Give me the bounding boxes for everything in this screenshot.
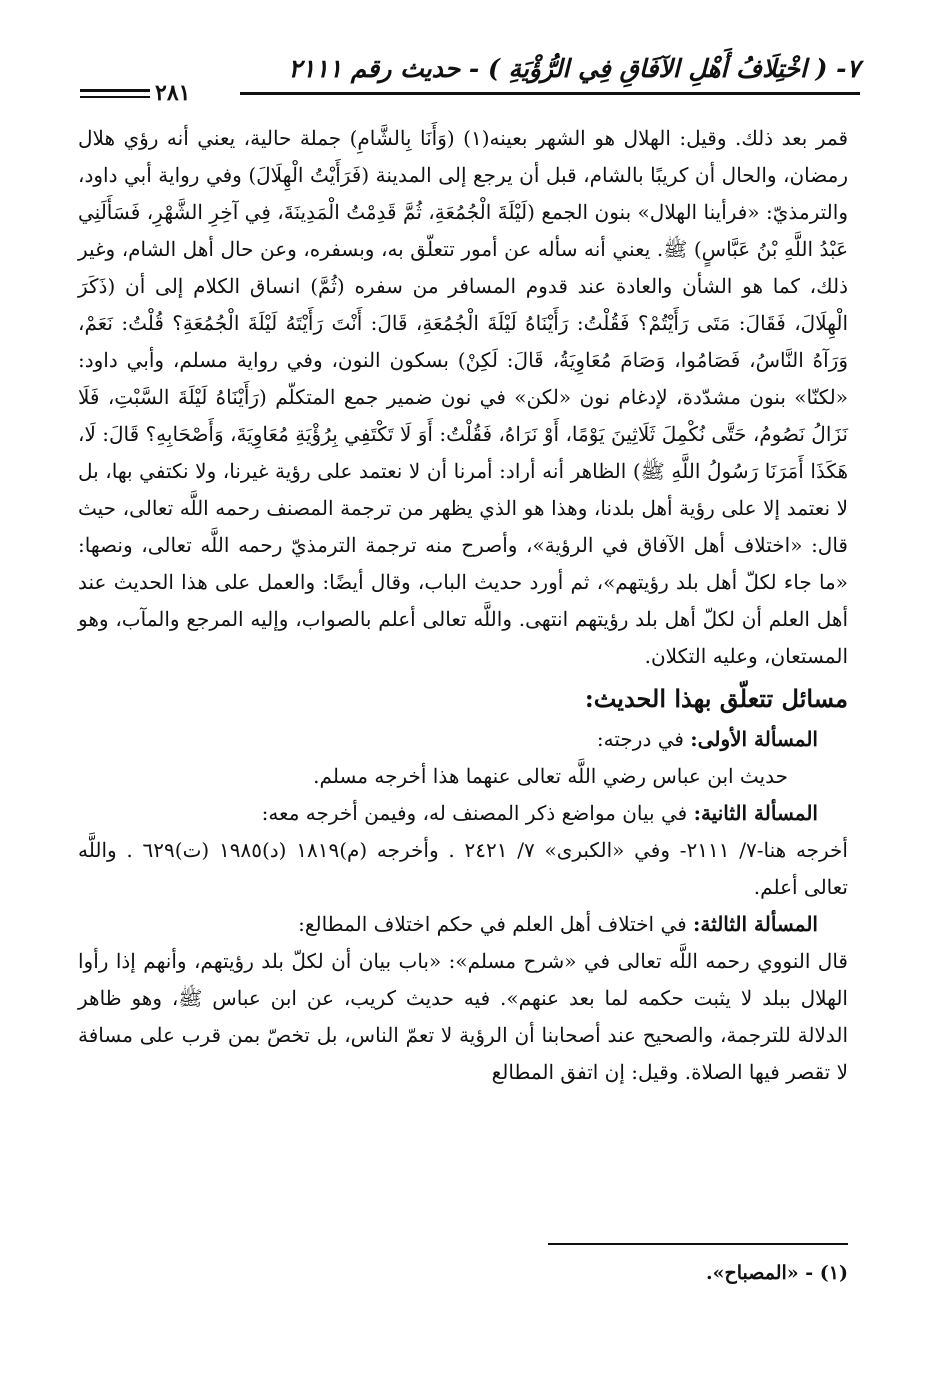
issue-2-label: المسألة الثانية: — [693, 801, 818, 825]
issue-1-label: المسألة الأولى: — [690, 727, 818, 751]
main-text — [78, 120, 848, 1091]
header-title: ٧- ( اخْتِلَافُ أَهْلِ الآفَاقِ فِي الرُّؤْيَةِ ) - حديث رقم ٢١١١ — [288, 54, 860, 83]
page-number: ٢٨١ — [155, 80, 191, 106]
section-heading: مسائل تتعلّق بهذا الحديث: — [584, 684, 848, 713]
page-number-rule-top — [80, 89, 150, 92]
running-header — [60, 44, 860, 104]
issue-1-intro: في درجته: — [596, 727, 684, 751]
issue-3-label: المسألة الثالثة: — [693, 912, 818, 936]
page-number-rule-bottom — [80, 96, 150, 98]
issue-3 — [78, 906, 848, 1091]
footnote: (١) - «المصباح». — [705, 1262, 848, 1284]
issue-1 — [78, 721, 848, 795]
commentary-paragraph: قمر بعد ذلك. وقيل: الهلال هو الشهر بعينه(١) (وَأَنَا بِالشَّامِ) جملة حالية، يعني أنه رؤي هلال رمضان، والحال أن كريبًا بالشام، قبل أن يرجع إلى المدينة (فَرَأَيْتُ الْهِلَالَ) وفي رواية أبي داود، والترمذيّ: «فرأينا الهلال» بنون الجمع (لَيْلَةَ الْجُمُعَةِ، ثُمَّ قَدِمْتُ الْمَدِينَةَ، فِي آخِرِ الشَّهْرِ، فَسَأَلَنِي عَبْدُ اللَّهِ بْنُ عَبَّاسٍ) ﷺ. يعني أنه سأله عن أمور تتعلّق به، وبسفره، وعن حال أهل الشام، وغير ذلك، كما هو الشأن والعادة عند قدوم المسافر من سفره (ثُمَّ) انساق الكلام إلى أن (ذَكَرَ الْهِلَالَ، فَقَالَ: مَتَى رَأَيْتُمْ؟ فَقُلْتُ: رَأَيْنَاهُ لَيْلَةَ الْجُمُعَةِ، قَالَ: أَنْتَ رَأَيْتَهُ لَيْلَةَ الْجُمُعَةِ؟ قُلْتُ: نَعَمْ، وَرَآهُ النَّاسُ، فَصَامُوا، وَصَامَ مُعَاوِيَةُ، قَالَ: لَكِنْ) بسكون النون، وفي رواية مسلم، وأبي داود: «لكنّا» بنون مشدّدة، لإدغام نون «لكن» في نون ضمير جمع المتكلّم (رَأَيْنَاهُ لَيْلَةَ السَّبْتِ، فَلَا نَزَالُ نَصُومُ، حَتَّى نُكْمِلَ ثَلَاثِينَ يَوْمًا، أَوْ نَرَاهُ، فَقُلْتُ: أَوَ لَا تَكْتَفِي بِرُؤْيَةِ مُعَاوِيَةَ، وَأَصْحَابِهِ؟ قَالَ: لَا، هَكَذَا أَمَرَنَا رَسُولُ اللَّهِ ﷺ) الظاهر أنه أراد: أمرنا أن لا نعتمد على رؤية غيرنا، ولا نكتفي بها، بل لا نعتمد إلا على رؤية أهل بلدنا، وهذا هو الذي يظهر من ترجمة المصنف رحمه اللَّه تعالى، حيث قال: «اختلاف أهل الآفاق في الرؤية»، وأصرح منه ترجمة الترمذيّ رحمه اللَّه تعالى، ونصها: «ما جاء لكلّ أهل بلد رؤيتهم»، ثم أورد حديث الباب، وقال أيضًا: والعمل على هذا الحديث عند أهل العلم أن لكلّ أهل بلد رؤيتهم انتهى. واللَّه تعالى أعلم بالصواب، وإليه المرجع والمآب، وهو المستعان، وعليه التكلان. — [78, 126, 848, 668]
issue-3-text: قال النووي رحمه اللَّه تعالى في «شرح مسلم»: «باب بيان أن لكلّ بلد رؤيتهم، وأنهم إذا رأوا الهلال ببلد لا يثبت حكمه لما بعد عنهم». فيه حديث كريب، عن ابن عباس ﷺ، وهو ظاهر الدلالة للترجمة، والصحيح عند أصحابنا أن الرؤية لا تعمّ الناس، بل تخصّ بمن قرب على مسافة لا تقصر فيها الصلاة. وقيل: إن اتفق المطالع — [78, 949, 848, 1084]
issue-2 — [78, 795, 848, 906]
footnote-rule — [548, 1243, 848, 1245]
issue-1-text: حديث ابن عباس رضي اللَّه تعالى عنهما هذا أخرجه مسلم. — [313, 764, 788, 788]
issue-2-intro: في بيان مواضع ذكر المصنف له، وفيمن أخرجه معه: — [261, 801, 688, 825]
issue-3-intro: في اختلاف أهل العلم في حكم اختلاف المطالع: — [298, 912, 687, 936]
header-rule — [240, 92, 860, 95]
issue-2-text: أخرجه هنا-٧/ ٢١١١- وفي «الكبرى» ٧/ ٢٤٢١ . وأخرجه (م)١٨١٩ (د)١٩٨٥ (ت)٦٢٩ . واللَّه تعالى أعلم. — [78, 838, 848, 899]
